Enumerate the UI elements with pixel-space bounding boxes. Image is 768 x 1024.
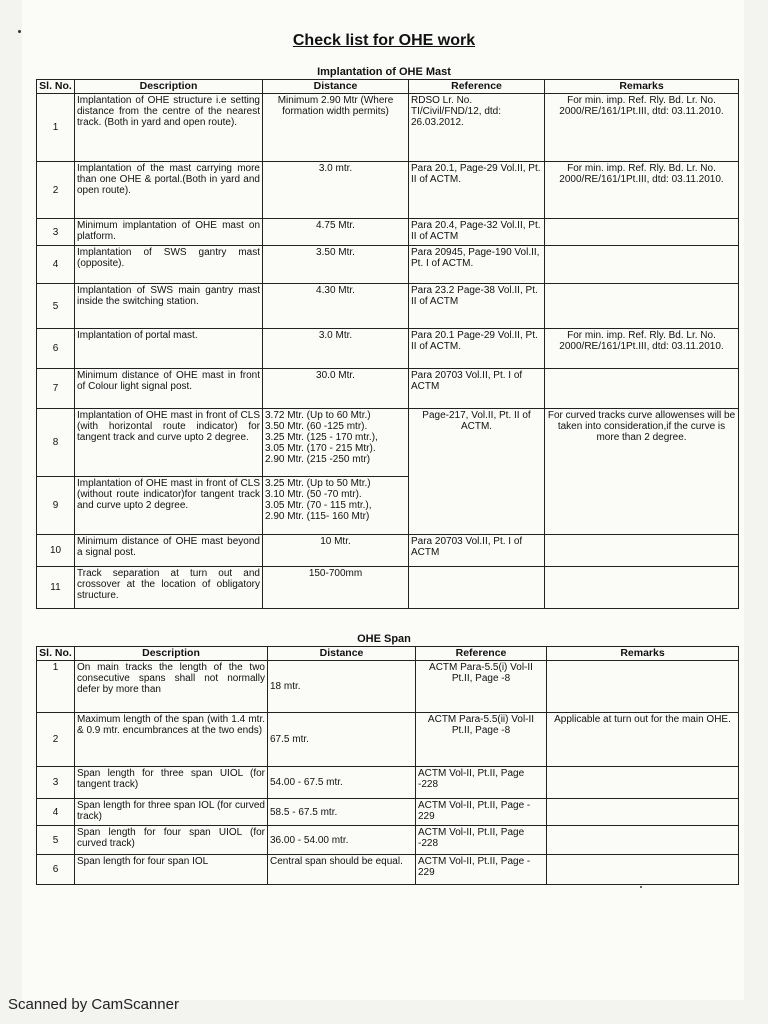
- scanner-watermark: Scanned by CamScanner: [8, 996, 179, 1013]
- col-header-sl: Sl. No.: [37, 647, 75, 661]
- row-remarks: Applicable at turn out for the main OHE.: [547, 713, 739, 767]
- row-remarks: [545, 284, 739, 329]
- distance-line: 3.50 Mtr. (60 -125 mtr).: [265, 421, 368, 432]
- row-distance: 54.00 - 67.5 mtr.: [268, 767, 416, 799]
- row-sl: 7: [37, 369, 75, 409]
- row-distance: 3.0 Mtr.: [263, 329, 409, 369]
- row-sl: 9: [37, 477, 75, 535]
- row-distance: 18 mtr.: [268, 661, 416, 713]
- distance-line: 3.25 Mtr. (Up to 50 Mtr.): [265, 478, 371, 489]
- speck-mark: [640, 886, 642, 888]
- table-row: [37, 369, 739, 409]
- table-row: [37, 713, 739, 767]
- col-header-description: Description: [75, 647, 268, 661]
- row-remarks: For curved tracks curve allowenses will be taken into consideration,if the curve is more than 2 degree.: [545, 409, 739, 535]
- row-distance: 58.5 - 67.5 mtr.: [268, 799, 416, 826]
- table-row: [37, 409, 739, 477]
- document-title: Check list for OHE work: [292, 32, 476, 49]
- row-distance: [263, 409, 409, 477]
- row-description: On main tracks the length of the two consecutive spans shall not normally defer by more than: [75, 661, 268, 713]
- row-reference: Para 23.2 Page-38 Vol.II, Pt. II of ACTM: [409, 284, 545, 329]
- row-reference: Para 20703 Vol.II, Pt. I of ACTM: [409, 369, 545, 409]
- row-reference: ACTM Vol-II, Pt.II, Page -228: [416, 826, 547, 855]
- row-reference: ACTM Vol-II, Pt.II, Page -228: [416, 767, 547, 799]
- row-reference: Para 20.1 Page-29 Vol.II, Pt. II of ACTM.: [409, 329, 545, 369]
- row-sl: 5: [37, 284, 75, 329]
- table-row: [37, 284, 739, 329]
- row-description: Span length for three span IOL (for curved track): [75, 799, 268, 826]
- row-reference: Para 20.1, Page-29 Vol.II, Pt. II of ACTM.: [409, 162, 545, 219]
- row-reference: ACTM Para-5.5(ii) Vol-II Pt.II, Page -8: [416, 713, 547, 767]
- col-header-description: Description: [75, 80, 263, 94]
- col-header-sl: Sl. No.: [37, 80, 75, 94]
- row-distance: 4.75 Mtr.: [263, 219, 409, 246]
- row-description: Implantation of portal mast.: [75, 329, 263, 369]
- row-description: Track separation at turn out and crossover at the location of obligatory structure.: [75, 567, 263, 609]
- row-remarks: [545, 246, 739, 284]
- row-description: Minimum implantation of OHE mast on platform.: [75, 219, 263, 246]
- row-description: Span length for four span IOL: [75, 855, 268, 885]
- row-reference: RDSO Lr. No. TI/Civil/FND/12, dtd: 26.03.2012.: [409, 94, 545, 162]
- mast-table: [36, 79, 739, 609]
- row-sl: 1: [37, 94, 75, 162]
- row-remarks: [545, 567, 739, 609]
- row-sl: 2: [37, 713, 75, 767]
- table-row: [37, 162, 739, 219]
- row-sl: 6: [37, 329, 75, 369]
- row-sl: 8: [37, 409, 75, 477]
- row-description: Implantation of OHE mast in front of CLS (without route indicator)for tangent track and curve upto 2 degree.: [75, 477, 263, 535]
- row-distance: [263, 477, 409, 535]
- row-sl: 6: [37, 855, 75, 885]
- row-remarks: For min. imp. Ref. Rly. Bd. Lr. No. 2000/RE/161/1Pt.III, dtd: 03.11.2010.: [545, 162, 739, 219]
- col-header-distance: Distance: [268, 647, 416, 661]
- row-distance: 10 Mtr.: [263, 535, 409, 567]
- table-row: [37, 826, 739, 855]
- row-reference: ACTM Vol-II, Pt.II, Page - 229: [416, 799, 547, 826]
- row-remarks: For min. imp. Ref. Rly. Bd. Lr. No. 2000/RE/161/1Pt.III, dtd: 03.11.2010.: [545, 94, 739, 162]
- row-distance: Minimum 2.90 Mtr (Where formation width permits): [263, 94, 409, 162]
- row-distance: 36.00 - 54.00 mtr.: [268, 826, 416, 855]
- row-sl: 4: [37, 246, 75, 284]
- row-description: Implantation of SWS main gantry mast inside the switching station.: [75, 284, 263, 329]
- row-reference: Para 20.4, Page-32 Vol.II, Pt. II of ACTM: [409, 219, 545, 246]
- row-description: Implantation of SWS gantry mast (opposite).: [75, 246, 263, 284]
- row-description: Implantation of the mast carrying more than one OHE & portal.(Both in yard and open route).: [75, 162, 263, 219]
- row-remarks: [547, 855, 739, 885]
- row-description: Span length for three span UIOL (for tangent track): [75, 767, 268, 799]
- row-sl: 5: [37, 826, 75, 855]
- row-remarks: [545, 219, 739, 246]
- table-row: [37, 535, 739, 567]
- row-distance: 30.0 Mtr.: [263, 369, 409, 409]
- table-row: [37, 246, 739, 284]
- distance-line: 3.05 Mtr. (70 - 115 mtr.),: [265, 500, 372, 511]
- row-sl: 2: [37, 162, 75, 219]
- table-header-row: [37, 80, 739, 94]
- row-distance: Central span should be equal.: [268, 855, 416, 885]
- row-remarks: [547, 799, 739, 826]
- col-header-reference: Reference: [416, 647, 547, 661]
- section-heading-mast: Implantation of OHE Mast: [317, 66, 451, 78]
- distance-line: 3.05 Mtr. (170 - 215 Mtr).: [265, 443, 376, 454]
- row-sl: 3: [37, 767, 75, 799]
- row-description: Minimum distance of OHE mast beyond a signal post.: [75, 535, 263, 567]
- table-row: [37, 567, 739, 609]
- row-description: Maximum length of the span (with 1.4 mtr. & 0.9 mtr. encumbrances at the two ends): [75, 713, 268, 767]
- table-row: [37, 799, 739, 826]
- col-header-remarks: Remarks: [547, 647, 739, 661]
- row-reference: Page-217, Vol.II, Pt. II of ACTM.: [409, 409, 545, 535]
- row-reference: Para 20945, Page-190 Vol.II, Pt. I of ACTM.: [409, 246, 545, 284]
- distance-line: 3.10 Mtr. (50 -70 mtr).: [265, 489, 362, 500]
- distance-line: 3.72 Mtr. (Up to 60 Mtr.): [265, 410, 371, 421]
- col-header-remarks: Remarks: [545, 80, 739, 94]
- table-row: [37, 94, 739, 162]
- col-header-distance: Distance: [263, 80, 409, 94]
- col-header-reference: Reference: [409, 80, 545, 94]
- row-distance: 4.30 Mtr.: [263, 284, 409, 329]
- row-distance: 150-700mm: [263, 567, 409, 609]
- row-reference: ACTM Para-5.5(i) Vol-II Pt.II, Page -8: [416, 661, 547, 713]
- table-row: [37, 661, 739, 713]
- row-distance: 3.50 Mtr.: [263, 246, 409, 284]
- table-row: [37, 767, 739, 799]
- row-remarks: [545, 369, 739, 409]
- table-row: [37, 219, 739, 246]
- row-remarks: For min. imp. Ref. Rly. Bd. Lr. No. 2000/RE/161/1Pt.III, dtd: 03.11.2010.: [545, 329, 739, 369]
- row-description: Span length for four span UIOL (for curved track): [75, 826, 268, 855]
- distance-line: 2.90 Mtr. (115- 160 Mtr): [265, 511, 370, 522]
- section-heading-span: OHE Span: [357, 633, 411, 645]
- row-sl: 4: [37, 799, 75, 826]
- row-sl: 1: [37, 661, 75, 713]
- row-remarks: [547, 661, 739, 713]
- row-reference: Para 20703 Vol.II, Pt. I of ACTM: [409, 535, 545, 567]
- row-remarks: [545, 535, 739, 567]
- row-sl: 3: [37, 219, 75, 246]
- table-row: [37, 329, 739, 369]
- row-sl: 11: [37, 567, 75, 609]
- row-sl: 10: [37, 535, 75, 567]
- row-reference: [409, 567, 545, 609]
- distance-line: 3.25 Mtr. (125 - 170 mtr.),: [265, 432, 378, 443]
- row-description: Implantation of OHE structure i.e setting distance from the centre of the nearest track. (Both in yard and open route).: [75, 94, 263, 162]
- row-reference: ACTM Vol-II, Pt.II, Page - 229: [416, 855, 547, 885]
- distance-line: 2.90 Mtr. (215 -250 mtr): [265, 454, 371, 465]
- row-distance: 3.0 mtr.: [263, 162, 409, 219]
- row-description: Minimum distance of OHE mast in front of Colour light signal post.: [75, 369, 263, 409]
- span-table: [36, 646, 739, 885]
- table-header-row: [37, 647, 739, 661]
- row-remarks: [547, 767, 739, 799]
- row-description: Implantation of OHE mast in front of CLS (with horizontal route indicator) for tangent track and curve upto 2 degree.: [75, 409, 263, 477]
- table-row: [37, 855, 739, 885]
- row-remarks: [547, 826, 739, 855]
- row-distance: 67.5 mtr.: [268, 713, 416, 767]
